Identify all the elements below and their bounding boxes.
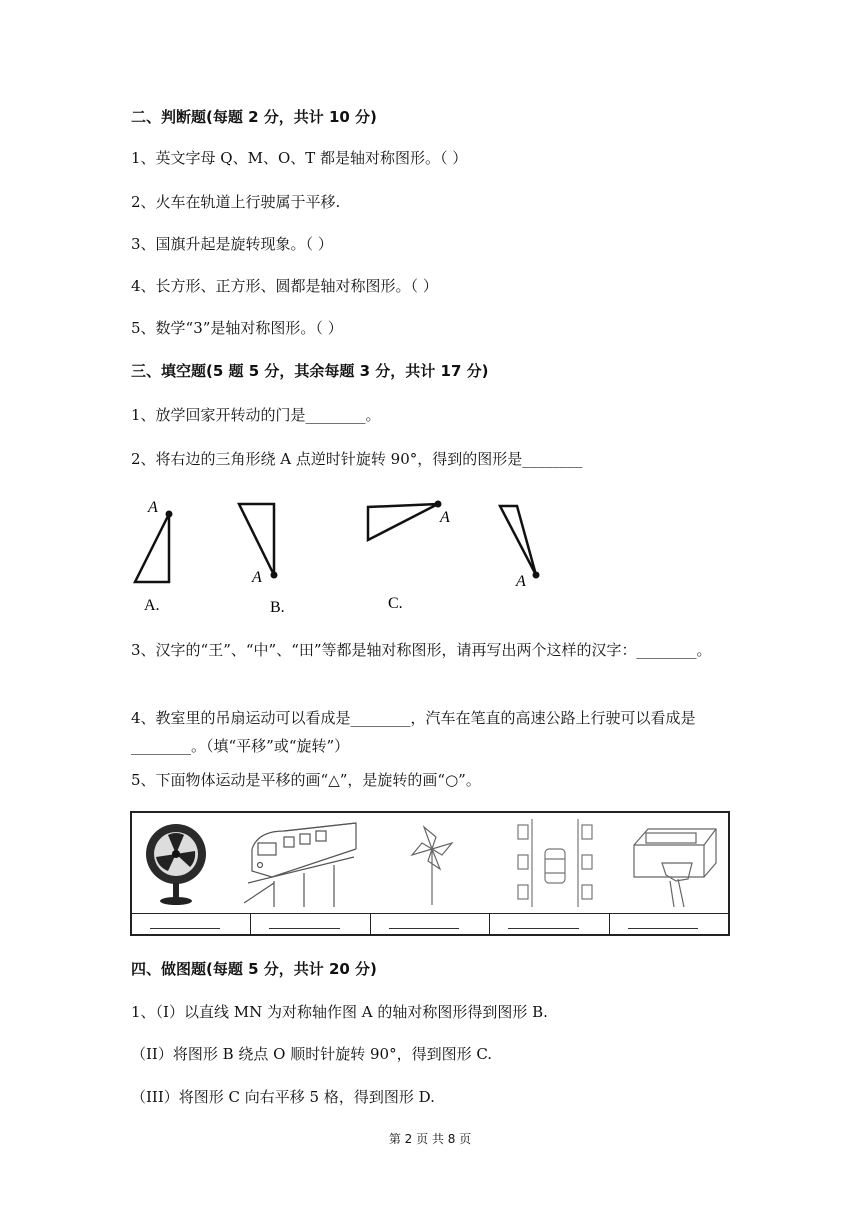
original-triangle	[135, 499, 173, 582]
option-b-triangle	[239, 504, 285, 616]
box-picture	[622, 819, 732, 907]
fill-question-3: 3、汉字的“王”、“中”、“田”等都是轴对称图形，请再写出两个这样的汉字：________。	[131, 641, 712, 659]
vertex-label-b: A	[252, 569, 262, 586]
answer-cell-road[interactable]	[490, 914, 609, 934]
vertex-label-original: A	[148, 499, 158, 516]
judgment-item-2: 2、火车在轨道上行驶属于平移.	[131, 193, 341, 211]
answer-row	[132, 914, 728, 934]
fill-question-5: 5、下面物体运动是平移的画“△”，是旋转的画“○”。	[131, 771, 481, 789]
vertex-label-c: A	[440, 509, 450, 526]
drawing-item-3: （III）将图形 C 向右平移 5 格，得到图形 D.	[131, 1088, 435, 1106]
answer-cell-pinwheel[interactable]	[371, 914, 490, 934]
answer-cell-box[interactable]	[610, 914, 728, 934]
judgment-item-3: 3、国旗升起是旋转现象。（ ）	[131, 235, 333, 253]
option-c-triangle	[368, 501, 450, 613]
section-heading-drawing: 四、做图题(每题 5 分，共计 20 分)	[131, 960, 377, 978]
answer-cell-train[interactable]	[251, 914, 370, 934]
section-heading-fill: 三、填空题(5 题 5 分，其余每题 3 分，共计 17 分)	[131, 362, 489, 380]
road-picture	[500, 819, 610, 907]
option-d-triangle	[500, 506, 540, 590]
pinwheel-picture	[382, 819, 492, 907]
drawing-item-2: （II）将图形 B 绕点 O 顺时针旋转 90°，得到图形 C.	[131, 1045, 493, 1063]
fill-question-2: 2、将右边的三角形绕 A 点逆时针旋转 90°，得到的图形是________	[131, 450, 583, 468]
judgment-item-4: 4、长方形、正方形、圆都是轴对称图形。（ ）	[131, 277, 438, 295]
section-heading-judgment: 二、判断题(每题 2 分，共计 10 分)	[131, 108, 377, 126]
judgment-item-5: 5、数学“3”是轴对称图形。（ ）	[131, 319, 343, 337]
option-b-label: B.	[270, 599, 285, 616]
triangle-options-figure	[120, 480, 560, 620]
fill-question-1: 1、放学回家开转动的门是________。	[131, 406, 381, 424]
option-a-label	[144, 597, 160, 614]
drawing-item-1: 1、（I）以直线 MN 为对称轴作图 A 的轴对称图形得到图形 B.	[131, 1003, 548, 1021]
svg-text:A.: A.	[144, 597, 160, 614]
motion-pictures-table	[130, 811, 730, 936]
page-footer: 第 2 页 共 8 页	[388, 1132, 472, 1146]
train-picture	[244, 819, 369, 907]
vertex-label-d: A	[516, 573, 526, 590]
judgment-item-1: 1、英文字母 Q、M、O、T 都是轴对称图形。（ ）	[131, 149, 468, 167]
fill-question-4: 4、教室里的吊扇运动可以看成是________，汽车在笔直的高速公路上行驶可以看成是________。（填“平移”或“旋转”）	[131, 709, 696, 755]
pictures-row	[132, 813, 728, 914]
option-c-label: C.	[388, 595, 403, 612]
fan-picture	[138, 819, 248, 907]
answer-cell-fan[interactable]	[132, 914, 251, 934]
